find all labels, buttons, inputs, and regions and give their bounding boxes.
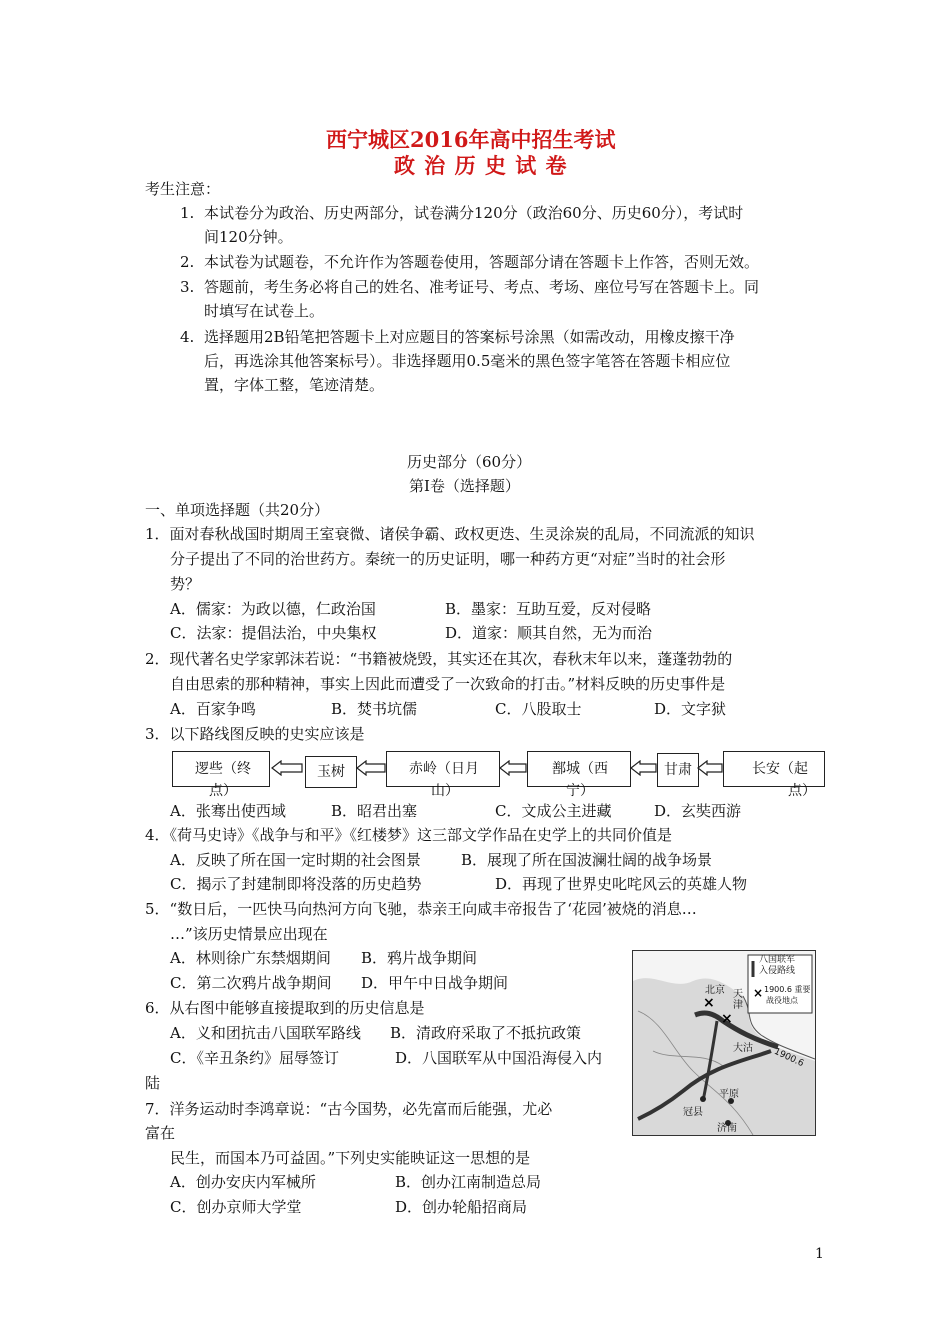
q3-stem: 3．以下路线图反映的史实应该是	[145, 725, 365, 743]
notice-heading: 考生注意：	[145, 180, 221, 198]
route-arrow-3	[499, 760, 527, 776]
q6-option-d-cont: 陆	[145, 1074, 161, 1092]
q7-stem-line3: 民生，而国本乃可益固。”下列史实能映证这一思想的是	[170, 1149, 531, 1167]
q3-option-d: D．玄奘西游	[654, 802, 742, 820]
q6-option-d: D．八国联军从中国沿海侵入内	[395, 1049, 603, 1067]
map-legend-route-2: 入侵路线	[759, 966, 796, 976]
q3-option-c: C．文成公主进藏	[495, 802, 612, 820]
q5-option-d: D．甲午中日战争期间	[361, 974, 509, 992]
q3-option-a: A．张骞出使西域	[170, 802, 286, 820]
q4-option-c: C．揭示了封建制即将没落的历史趋势	[170, 875, 422, 893]
notice-2-no: 2.	[180, 253, 195, 271]
eight-nation-alliance-map	[632, 950, 816, 1136]
map-label-date: 1900.6	[772, 1046, 806, 1070]
q5-stem-line1: 5．“数日后，一匹快马向热河方向飞驰，恭亲王向咸丰帝报告了‘花园’被烧的消息…	[145, 900, 697, 918]
notice-4-line3: 置，字体工整，笔迹清楚。	[204, 376, 385, 394]
notice-2-line1: 本试卷为试题卷，不允许作为答题卷使用，答题部分请在答题卡上作答，否则无效。	[204, 253, 760, 271]
q1-stem-line1: 1．面对春秋战国时期周王室衰微、诸侯争霸、政权更迭、生灵涂炭的乱局，不同流派的知识	[145, 525, 755, 543]
q2-option-b: B．焚书坑儒	[331, 700, 418, 718]
notice-3-line2: 时填写在试卷上。	[204, 302, 325, 320]
route-luoxie-b: 点）	[209, 783, 237, 799]
svg-text:×: ×	[753, 986, 764, 1000]
map-label-guanxian: 冠县	[683, 1107, 703, 1118]
q7-option-a: A．创办安庆内军械所	[170, 1173, 316, 1191]
q1-option-b: B．墨家：互助互爱，反对侵略	[445, 600, 652, 618]
q2-stem-line1: 2．现代著名史学家郭沫若说：“书籍被烧毁，其实还在其次，春秋末年以来，蓬蓬勃勃的	[145, 650, 733, 668]
route-arrow-4	[630, 760, 657, 776]
route-arrow-2	[356, 760, 386, 776]
q1-option-a: A．儒家：为政以德，仁政治国	[170, 600, 376, 618]
q7-stem-line1: 7．洋务运动时李鸿章说：“古今国势，必先富而后能强，尤必	[145, 1100, 553, 1118]
q6-option-c: C．《辛丑条约》屈辱签订	[170, 1049, 339, 1067]
part-heading: 一、单项选择题（共20分）	[145, 501, 330, 519]
q6-option-a: A．义和团抗击八国联军路线	[170, 1024, 361, 1042]
notice-4-no: 4.	[180, 328, 195, 346]
exam-subtitle: 政 治 历 史 试 卷	[394, 153, 568, 178]
notice-3-no: 3.	[180, 278, 195, 296]
route-arrow-1	[271, 760, 303, 776]
route-arrow-5	[697, 760, 723, 776]
route-luoxie-a: 逻些（终	[195, 761, 251, 777]
notice-1-line1: 本试卷分为政治、历史两部分，试卷满分120分（政治60分、历史60分），考试时	[204, 204, 744, 222]
q5-option-b: B．鸦片战争期间	[361, 949, 478, 967]
q5-option-a: A．林则徐广东禁烟期间	[170, 949, 331, 967]
map-label-dagu: 大沽	[733, 1043, 753, 1054]
q1-stem-line3: 势？	[170, 575, 201, 593]
volume-title: 第Ⅰ卷（选择题）	[409, 477, 520, 495]
route-shancheng-b: 宁）	[566, 783, 594, 799]
q7-option-c: C．创办京师大学堂	[170, 1198, 302, 1216]
notice-4-line2: 后，再选涂其他答案标号）。非选择题用0.5毫米的黑色签字笔答在答题卡相应位	[204, 352, 731, 370]
q2-option-d: D．文字狱	[654, 700, 727, 718]
map-graphic	[633, 951, 815, 1135]
svg-text:×: ×	[703, 995, 715, 1011]
map-label-tianjin: 天津	[733, 989, 743, 1011]
page-number: 1	[815, 1246, 824, 1262]
route-box-luoxie	[172, 751, 270, 799]
route-chiling-a: 赤岭（日月	[409, 761, 479, 777]
notice-1-no: 1.	[180, 204, 195, 222]
route-box-yushu	[305, 756, 357, 788]
q6-option-b: B．清政府采取了不抵抗政策	[390, 1024, 582, 1042]
route-gansu: 甘肃	[664, 762, 692, 778]
q1-option-c: C．法家：提倡法治，中央集权	[170, 624, 377, 642]
q7-stem-line2: 富在	[145, 1124, 176, 1142]
q2-stem-line2: 自由思索的那种精神，事实上因此而遭受了一次致命的打击。”材料反映的历史事件是	[170, 675, 726, 693]
q4-option-b: B．展现了所在国波澜壮阔的战争场景	[461, 851, 713, 869]
q6-stem: 6．从右图中能够直接提取到的历史信息是	[145, 999, 425, 1017]
q4-stem: 4．《荷马史诗》《战争与和平》《红楼梦》这三部文学作品在史学上的共同价值是	[145, 826, 673, 844]
route-box-chiling	[386, 751, 500, 799]
map-legend-route-1: 八国联军	[759, 955, 796, 965]
svg-text:×: ×	[721, 1011, 733, 1027]
route-changan-b: 点）	[788, 783, 816, 799]
notice-3-line1: 答题前，考生务必将自己的姓名、准考证号、考点、考场、座位号写在答题卡上。同	[204, 278, 760, 296]
map-label-beijing: 北京	[705, 985, 725, 996]
route-shancheng-a: 鄯城（西	[552, 761, 608, 777]
q4-option-a: A．反映了所在国一定时期的社会图景	[170, 851, 421, 869]
route-box-shancheng	[527, 751, 631, 799]
route-changan-a: 长安（起	[752, 761, 808, 777]
q5-option-c: C．第二次鸦片战争期间	[170, 974, 332, 992]
map-label-pingyuan: 平原	[719, 1089, 739, 1100]
q7-option-d: D．创办轮船招商局	[395, 1198, 528, 1216]
route-box-gansu	[657, 753, 699, 787]
map-legend-battle-2: 战役地点	[766, 996, 798, 1005]
history-section-title: 历史部分（60分）	[407, 453, 532, 471]
map-legend-battle-1: 1900.6 重要	[764, 985, 811, 994]
q1-option-d: D．道家：顺其自然，无为而治	[445, 624, 653, 642]
q4-option-d: D．再现了世界史叱咤风云的英雄人物	[495, 875, 748, 893]
q5-stem-line2: …”该历史情景应出现在	[170, 925, 328, 943]
notice-1-line2: 间120分钟。	[204, 228, 293, 246]
q1-stem-line2: 分子提出了不同的治世药方。秦统一的历史证明，哪一种药方更“对症”当时的社会形	[170, 550, 726, 568]
q3-option-b: B．昭君出塞	[331, 802, 418, 820]
q2-option-a: A．百家争鸣	[170, 700, 256, 718]
map-label-jinan: 济南	[717, 1123, 737, 1134]
q2-option-c: C．八股取士	[495, 700, 582, 718]
route-yushu: 玉树	[317, 764, 345, 780]
route-chiling-b: 山）	[431, 783, 459, 799]
exam-title: 西宁城区2016年高中招生考试	[326, 127, 616, 152]
notice-4-line1: 选择题用2B铅笔把答题卡上对应题目的答案标号涂黑（如需改动，用橡皮擦干净	[204, 328, 735, 346]
route-box-changan	[723, 751, 825, 799]
q7-option-b: B．创办江南制造总局	[395, 1173, 542, 1191]
